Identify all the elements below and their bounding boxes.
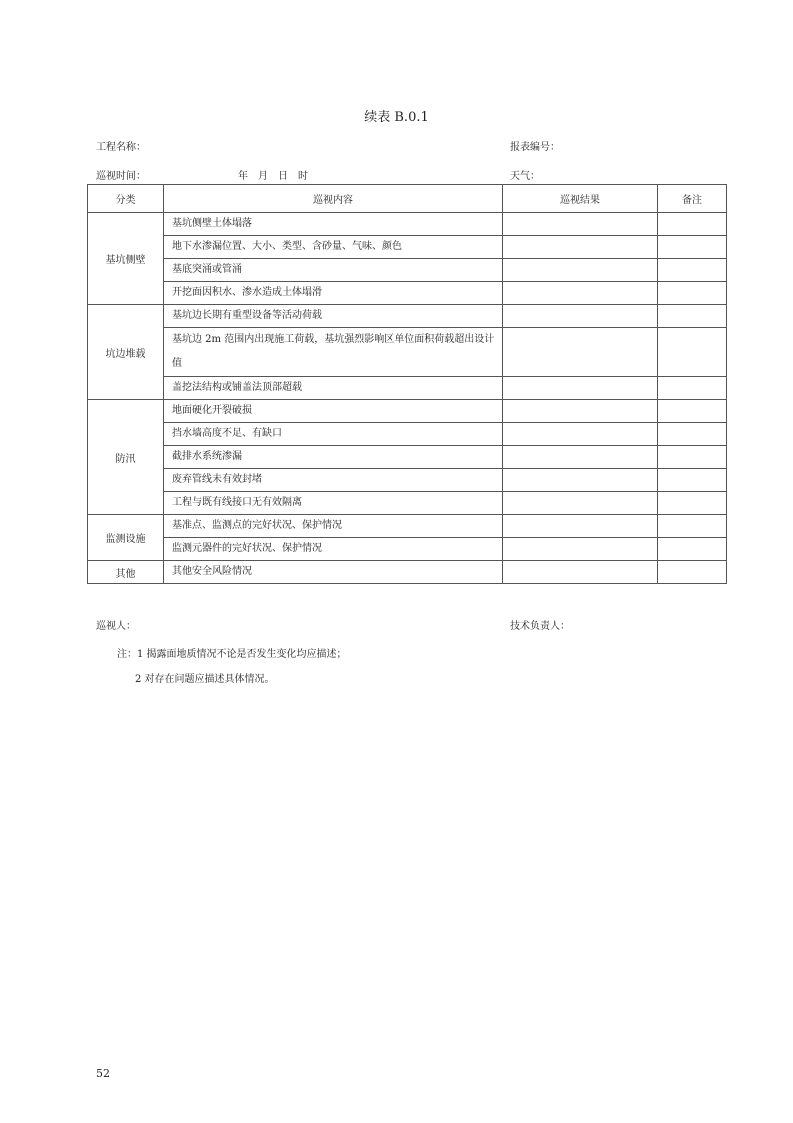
remarks-cell[interactable] — [658, 213, 727, 236]
remarks-cell[interactable] — [658, 561, 727, 584]
table-row — [88, 236, 727, 259]
content-cell: 地面硬化开裂破损 — [164, 400, 503, 423]
result-cell[interactable] — [503, 446, 658, 469]
result-cell[interactable] — [503, 538, 658, 561]
result-cell[interactable] — [503, 400, 658, 423]
content-cell: 废弃管线未有效封堵 — [164, 469, 503, 492]
category-cell: 基坑侧壁 — [88, 213, 164, 305]
result-cell[interactable] — [503, 423, 658, 446]
inspection-table — [87, 184, 727, 584]
patrol-time-label: 巡视时间： — [96, 171, 146, 182]
remarks-cell[interactable] — [658, 423, 727, 446]
project-name-label: 工程名称： — [96, 142, 146, 153]
table-title: 续表 B.0.1 — [364, 110, 429, 125]
content-cell: 基坑边 2m 范围内出现施工荷载，基坑强烈影响区单位面积荷载超出设计值 — [164, 328, 503, 377]
result-cell[interactable] — [503, 377, 658, 400]
content-cell: 开挖面因积水、渗水造成土体塌滑 — [164, 282, 503, 305]
content-cell: 基准点、监测点的完好状况、保护情况 — [164, 515, 503, 538]
remarks-cell[interactable] — [658, 305, 727, 328]
note-2: 2 对存在问题应描述具体情况。 — [135, 674, 275, 685]
table-row — [88, 446, 727, 469]
remarks-cell[interactable] — [658, 469, 727, 492]
table-row — [88, 492, 727, 515]
patroller-label: 巡视人： — [96, 621, 136, 632]
category-cell: 坑边堆载 — [88, 305, 164, 400]
table-row — [88, 328, 727, 377]
result-cell[interactable] — [503, 492, 658, 515]
content-cell: 挡水墙高度不足、有缺口 — [164, 423, 503, 446]
remarks-cell[interactable] — [658, 446, 727, 469]
report-no-label: 报表编号： — [510, 142, 560, 153]
content-cell: 监测元器件的完好状况、保护情况 — [164, 538, 503, 561]
remarks-cell[interactable] — [658, 282, 727, 305]
content-cell: 截排水系统渗漏 — [164, 446, 503, 469]
content-cell: 基坑侧壁土体塌落 — [164, 213, 503, 236]
header-content: 巡视内容 — [164, 185, 503, 213]
content-cell: 基底突涌或管涌 — [164, 259, 503, 282]
result-cell[interactable] — [503, 469, 658, 492]
table-row — [88, 538, 727, 561]
remarks-cell[interactable] — [658, 328, 727, 377]
table-row — [88, 561, 727, 584]
content-cell: 工程与既有线接口无有效隔离 — [164, 492, 503, 515]
table-row — [88, 515, 727, 538]
header-category: 分类 — [88, 185, 164, 213]
header-result: 巡视结果 — [503, 185, 658, 213]
content-cell: 基坑边长期有重型设备等活动荷载 — [164, 305, 503, 328]
table-row — [88, 423, 727, 446]
table-row — [88, 469, 727, 492]
table-row — [88, 282, 727, 305]
table-row — [88, 259, 727, 282]
content-cell: 地下水渗漏位置、大小、类型、含砂量、气味、颜色 — [164, 236, 503, 259]
weather-label: 天气： — [510, 171, 540, 182]
date-units: 年 月 日 时 — [238, 171, 308, 182]
page-number: 52 — [96, 1067, 110, 1080]
content-cell: 盖挖法结构或铺盖法顶部超载 — [164, 377, 503, 400]
result-cell[interactable] — [503, 259, 658, 282]
remarks-cell[interactable] — [658, 538, 727, 561]
category-cell: 其他 — [88, 561, 164, 584]
remarks-cell[interactable] — [658, 492, 727, 515]
category-cell: 监测设施 — [88, 515, 164, 561]
table-row — [88, 377, 727, 400]
result-cell[interactable] — [503, 236, 658, 259]
table-row — [88, 213, 727, 236]
remarks-cell[interactable] — [658, 236, 727, 259]
remarks-cell[interactable] — [658, 259, 727, 282]
result-cell[interactable] — [503, 213, 658, 236]
header-remarks: 备注 — [658, 185, 727, 213]
content-cell: 其他安全风险情况 — [164, 561, 503, 584]
table-header-row — [88, 185, 727, 213]
result-cell[interactable] — [503, 282, 658, 305]
remarks-cell[interactable] — [658, 515, 727, 538]
note-1: 注：1 揭露面地质情况不论是否发生变化均应描述； — [117, 649, 347, 660]
remarks-cell[interactable] — [658, 377, 727, 400]
result-cell[interactable] — [503, 328, 658, 377]
table-row — [88, 305, 727, 328]
remarks-cell[interactable] — [658, 400, 727, 423]
result-cell[interactable] — [503, 305, 658, 328]
result-cell[interactable] — [503, 515, 658, 538]
table-row — [88, 400, 727, 423]
result-cell[interactable] — [503, 561, 658, 584]
category-cell: 防汛 — [88, 400, 164, 515]
tech-lead-label: 技术负责人： — [510, 621, 570, 632]
